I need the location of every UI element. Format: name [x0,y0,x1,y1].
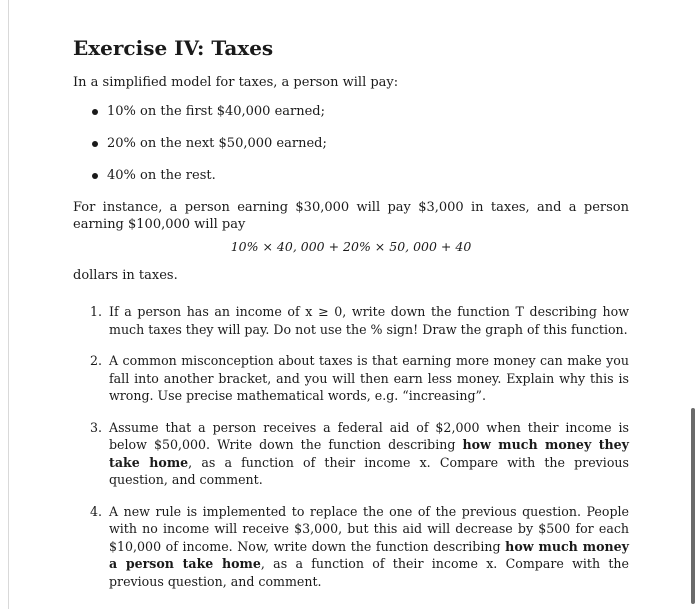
page-edge-rule [8,0,9,609]
bullet-icon [92,141,98,147]
vertical-scrollbar[interactable] [691,408,695,604]
question-text-end: , as a function of their income x. Compare with the previous question, and comment. [109,556,629,589]
question-text: A common misconception about taxes is that earning more money can make you fall into another bracket, and you will then earn less money. Explain why this is wrong. Use precise mathematical words, e.g. “increasing”. [109,353,629,403]
list-item [73,103,629,120]
question-item [73,303,629,338]
question-text: If a person has an income of x ≥ 0, write down the function T describing how much taxes they will pay. Do not use the % sign! Draw the graph of this function. [109,304,629,337]
example-paragraph: For instance, a person earning $30,000 will pay $3,000 in taxes, and a person earning $100,000 will pay [73,200,629,232]
question-text-end: , as a function of their income x. Compare with the previous question, and comment. [109,454,629,487]
list-item [73,135,629,152]
question-number: 3. [90,419,103,435]
equation-followup: dollars in taxes. [73,268,178,283]
question-number: 4. [90,503,103,519]
bullet-text: 40% on the rest. [107,168,216,183]
example-equation: 10% × 40, 000 + 20% × 50, 000 + 40 [230,239,472,254]
list-item [73,167,629,184]
question-number: 2. [90,353,103,368]
bullet-icon [92,173,98,179]
intro-paragraph: In a simplified model for taxes, a person will pay: [73,75,399,90]
question-text-start: A new rule is implemented to replace the one of the previous question. People with no income will receive $3,000, but this aid will decrease by $500 for each $10,000 of income. Now, write down the function describing [109,503,629,554]
question-number: 1. [90,304,103,319]
tax-bracket-list [73,103,629,184]
question-emphasis: how much money a person take home [109,538,629,571]
page-title: Exercise IV: Taxes [73,36,274,60]
question-item [73,352,629,405]
question-list [73,303,629,590]
bullet-icon [92,109,98,115]
bullet-text: 20% on the next $50,000 earned; [107,136,327,151]
question-item [73,419,629,489]
question-emphasis: how much money they take home [109,437,629,470]
question-item [73,503,629,591]
question-text-start: Assume that a person receives a federal aid of $2,000 when their income is below $50,000. Write down the function describing [109,419,629,452]
bullet-text: 10% on the first $40,000 earned; [107,104,326,119]
document-page [73,36,629,604]
